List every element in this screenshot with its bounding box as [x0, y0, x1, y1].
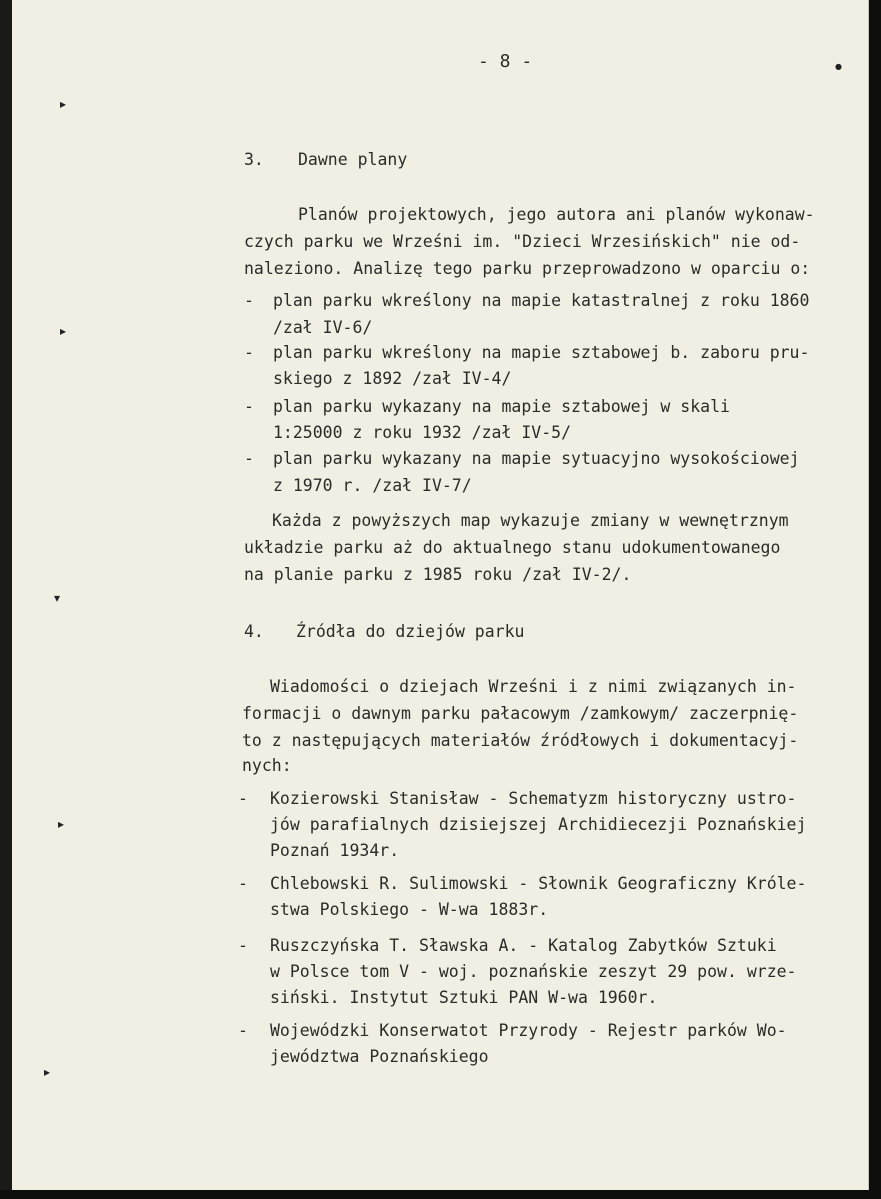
list-item-line: z 1970 r. /zał IV-7/ — [273, 476, 472, 495]
section-3-paragraph-line: Planów projektowych, jego autora ani planów wykonaw- — [298, 205, 815, 224]
scan-speck: ● — [835, 62, 842, 71]
scan-speck: ▸ — [60, 97, 67, 111]
scan-border-right — [869, 0, 881, 1199]
section-3-paragraph-line: naleziono. Analizę tego parku przeprowadzono w oparciu o: — [244, 259, 811, 278]
list-item-line: plan parku wkreślony na mapie sztabowej b. zaboru pru- — [273, 343, 810, 362]
list-item-line: jewództwa Poznańskiego — [270, 1047, 489, 1066]
list-item-line: siński. Instytut Sztuki PAN W-wa 1960r. — [270, 988, 658, 1007]
scan-speck: ▾ — [54, 591, 61, 605]
list-item-line: w Polsce tom V - woj. poznańskie zeszyt 29 pow. wrze- — [270, 962, 797, 981]
list-bullet: - — [244, 343, 254, 362]
list-bullet: - — [244, 291, 254, 310]
section-4-paragraph-line: Wiadomości o dziejach Wrześni i z nimi związanych in- — [270, 677, 797, 696]
section-3-heading: Dawne plany — [298, 150, 408, 169]
scan-speck: ▸ — [60, 324, 67, 338]
page-number: - 8 - — [478, 51, 533, 72]
section-4-paragraph-line: formacji o dawnym parku pałacowym /zamkowym/ zaczerpnię- — [242, 704, 799, 723]
section-3-number: 3. — [244, 150, 264, 169]
section-3-closing-line: układzie parku aż do aktualnego stanu udokumentowanego — [244, 538, 781, 557]
list-item-line: Chlebowski R. Sulimowski - Słownik Geograficzny Króle- — [270, 874, 807, 893]
list-item-line: stwa Polskiego - W-wa 1883r. — [270, 900, 549, 919]
list-bullet: - — [238, 874, 248, 893]
list-item-line: skiego z 1892 /zał IV-4/ — [273, 369, 512, 388]
list-item-line: jów parafialnych dzisiejszej Archidiecezji Poznańskiej — [270, 815, 807, 834]
list-item-line: Kozierowski Stanisław - Schematyzm historyczny ustro- — [270, 789, 797, 808]
list-item-line: /zał IV-6/ — [273, 318, 373, 337]
list-item-line: plan parku wkreślony na mapie katastralnej z roku 1860 — [273, 291, 810, 310]
scan-speck: ▸ — [44, 1065, 51, 1079]
list-item-line: 1:25000 z roku 1932 /zał IV-5/ — [273, 423, 572, 442]
list-item-line: plan parku wykazany na mapie sytuacyjno wysokościowej — [273, 449, 800, 468]
list-item-line: Wojewódzki Konserwatot Przyrody - Rejestr parków Wo- — [270, 1021, 787, 1040]
list-bullet: - — [244, 449, 254, 468]
list-bullet: - — [244, 397, 254, 416]
section-3-closing-line: na planie parku z 1985 roku /zał IV-2/. — [244, 565, 632, 584]
scan-border-bottom — [0, 1190, 881, 1199]
document-page — [12, 0, 869, 1190]
list-bullet: - — [238, 1021, 248, 1040]
section-3-paragraph-line: czych parku we Wrześni im. "Dzieci Wrzesińskich" nie od- — [244, 232, 801, 251]
scan-speck: ▸ — [58, 817, 65, 831]
list-item-line: Poznań 1934r. — [270, 841, 400, 860]
list-item-line: plan parku wykazany na mapie sztabowej w skali — [273, 397, 730, 416]
section-4-heading: Źródła do dziejów parku — [296, 622, 525, 641]
section-3-closing-line: Każda z powyższych map wykazuje zmiany w wewnętrznym — [272, 511, 789, 530]
list-bullet: - — [238, 789, 248, 808]
list-bullet: - — [238, 936, 248, 955]
list-item-line: Ruszczyńska T. Sławska A. - Katalog Zabytków Sztuki — [270, 936, 777, 955]
section-4-paragraph-line: to z następujących materiałów źródłowych i dokumentacyj- — [242, 731, 799, 750]
section-4-paragraph-line: nych: — [242, 756, 292, 775]
section-4-number: 4. — [244, 622, 264, 641]
